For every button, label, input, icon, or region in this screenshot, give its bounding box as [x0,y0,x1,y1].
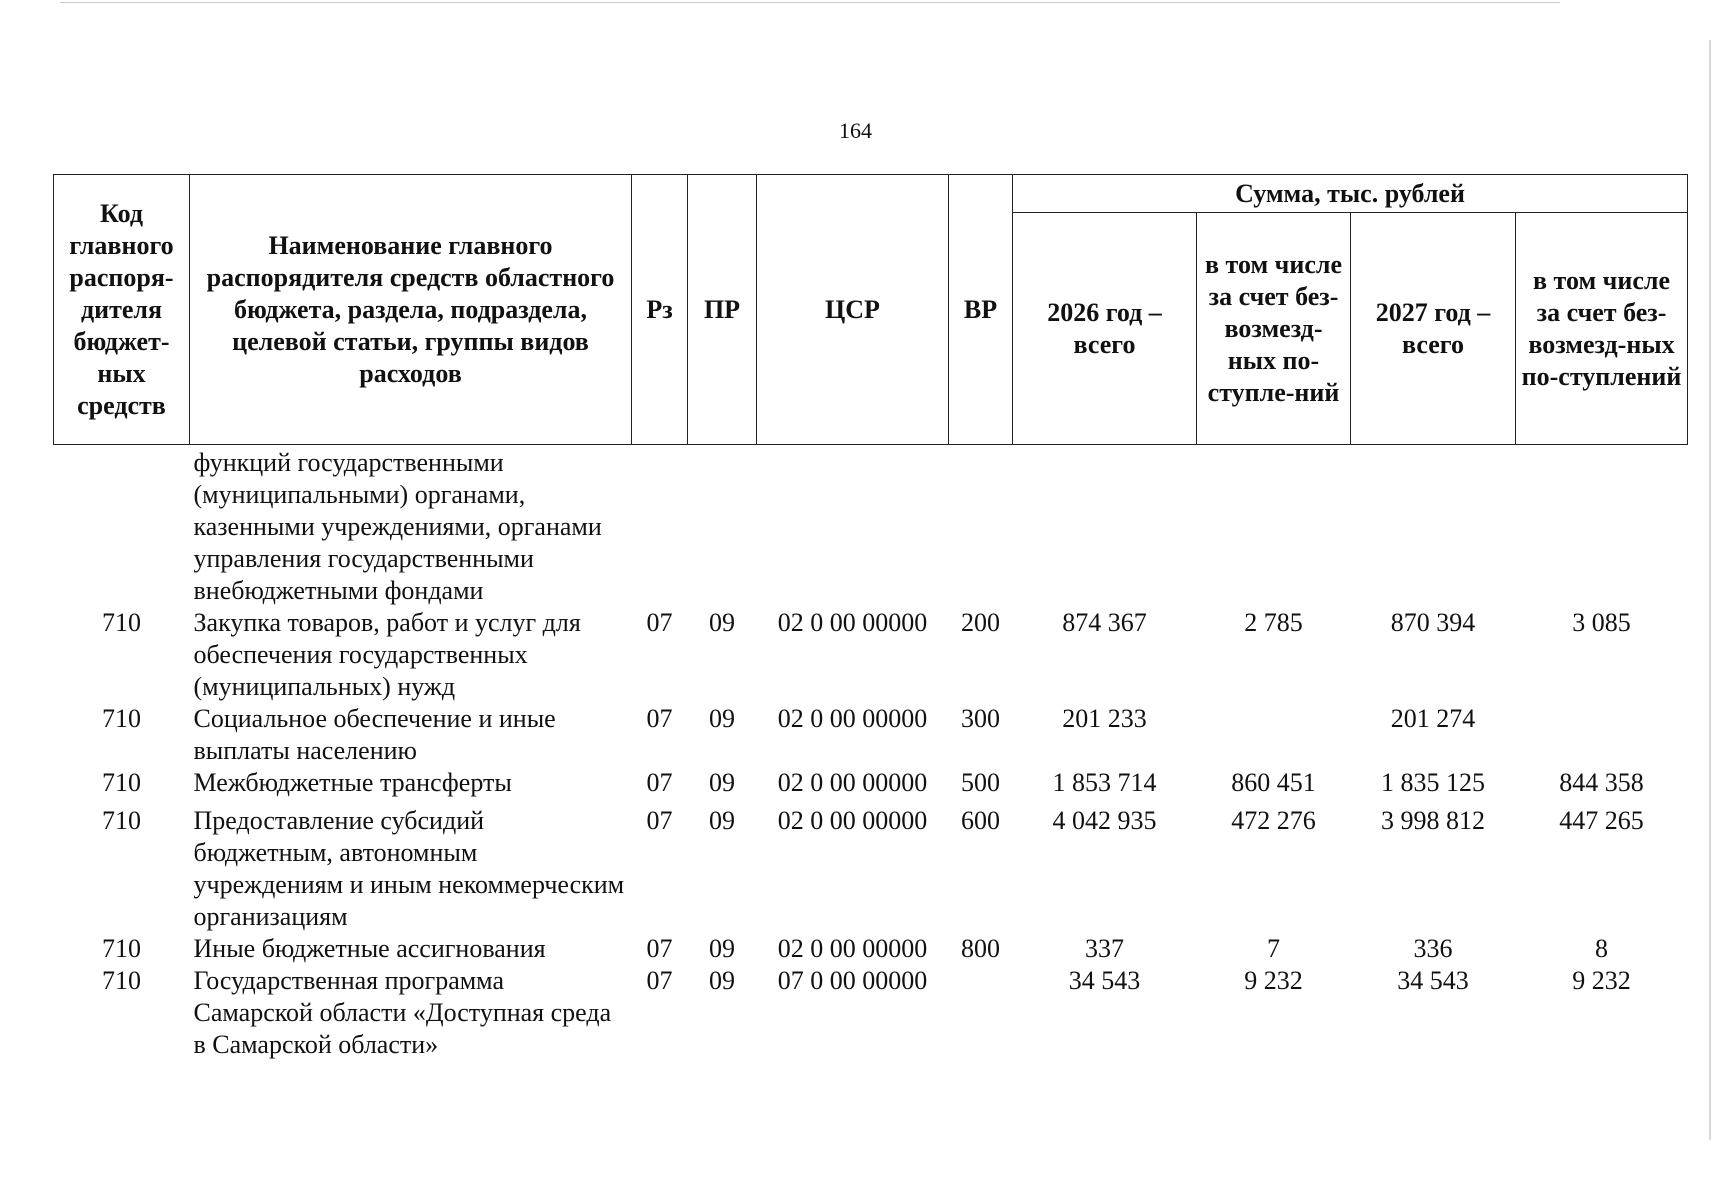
cell-pr: 09 [709,704,735,733]
cell-2026-total: 201 233 [1062,704,1147,733]
header-code: Код главного распоря-дителя бюджет-ных средств [54,175,190,445]
cell-name: Межбюджетные трансферты [193,768,512,797]
cell-csr: 02 0 00 00000 [777,608,928,637]
cell-pr: 09 [709,768,735,797]
cell-2026-free: 7 [1267,934,1280,963]
cell-2026-total: 34 543 [1068,966,1141,995]
cell-rz: 07 [646,704,673,733]
cell-pr: 09 [709,934,735,963]
table-body [54,445,1688,1062]
cell-csr: 02 0 00 00000 [777,806,928,835]
cell-name: Предоставление субсидий бюджетным, автономным учреждениям и иным некоммерческим организациям [193,806,625,931]
budget-table [53,174,1688,1061]
header-2026-total: 2026 год – всего [1013,213,1197,445]
cell-code: 710 [102,966,141,995]
continuation-text: функций государственными (муниципальными) органами, казенными учреждениями, органами управления государственными внебюджетными фондами [193,448,602,605]
cell-vr [949,965,1013,1061]
header-vr: ВР [949,175,1013,445]
cell-2027-total: 1 835 125 [1381,768,1485,797]
cell-2027-total: 3 998 812 [1381,806,1485,835]
cell-csr: 02 0 00 00000 [777,704,928,733]
cell-code: 710 [102,704,141,733]
cell-2027-free: 9 232 [1572,966,1631,995]
cell-name: Государственная программа Самарской области «Доступная среда в Самарской области» [193,966,612,1059]
cell-2026-total: 4 042 935 [1052,806,1157,835]
cell-2027-total: 34 543 [1397,966,1469,995]
table-row [54,965,1688,1061]
table-row [54,767,1688,799]
cell-code: 710 [102,768,141,797]
cell-2027-free: 844 358 [1559,768,1644,797]
cell-2026-total: 337 [1085,934,1124,963]
cell-rz: 07 [646,966,673,995]
cell-2027-total: 201 274 [1390,704,1476,733]
cell-pr: 09 [709,608,735,637]
header-rz: Рз [632,175,688,445]
cell-code: 710 [102,608,141,637]
cell-name: Закупка товаров, работ и услуг для обеспечения государственных (муниципальных) нужд [193,608,581,701]
cell-2026-free: 472 276 [1231,806,1316,835]
header-name: Наименование главного распорядителя средств областного бюджета, раздела, подраздела, целевой статьи, группы видов расходов [190,175,632,445]
header-pr: ПР [688,175,757,445]
header-sum-group: Сумма, тыс. рублей [1013,175,1688,213]
cell-pr: 09 [709,806,735,835]
table-header [54,175,1688,445]
cell-vr: 600 [961,806,1000,835]
table-row [54,703,1688,767]
cell-2027-total: 870 394 [1390,608,1476,637]
cell-code: 710 [102,934,141,963]
cell-csr: 02 0 00 00000 [777,934,928,963]
cell-rz: 07 [646,608,673,637]
cell-2026-free: 860 451 [1231,768,1316,797]
cell-rz: 07 [646,934,673,963]
header-2026-free: в том числе за счет без-возмезд-ных по-ступле-ний [1197,213,1351,445]
header-2027-free: в том числе за счет без-возмезд-ных по-ступлений [1516,213,1688,445]
cell-2027-free [1516,703,1688,767]
cell-vr: 200 [961,608,1000,637]
cell-2027-free: 3 085 [1572,608,1631,637]
header-2027-total: 2027 год – всего [1351,213,1516,445]
cell-csr: 02 0 00 00000 [777,768,928,797]
table-row [54,607,1688,703]
cell-vr: 800 [961,934,1000,963]
table-row [54,933,1688,965]
cell-2026-total: 1 853 714 [1052,768,1157,797]
cell-2027-free: 447 265 [1559,806,1644,835]
cell-2026-total: 874 367 [1062,608,1147,637]
cell-2027-free: 8 [1595,934,1608,963]
cell-vr: 500 [961,768,1000,797]
cell-pr: 09 [709,966,735,995]
cell-rz: 07 [646,806,673,835]
cell-code: 710 [102,806,141,835]
scan-artifact-top [60,2,1560,3]
cell-vr: 300 [961,704,1000,733]
cell-name: Социальное обеспечение и иные выплаты населению [193,704,556,765]
cell-rz: 07 [646,768,673,797]
header-csr: ЦСР [757,175,949,445]
table-row [54,799,1688,933]
cell-2026-free: 2 785 [1244,608,1303,637]
cell-name: Иные бюджетные ассигнования [193,934,546,963]
page-number: 164 [839,118,872,143]
cell-2027-total: 336 [1413,934,1453,963]
cell-2026-free: 9 232 [1244,966,1303,995]
cell-csr: 07 0 00 00000 [777,966,928,995]
cell-2026-free [1197,703,1351,767]
table-row-continuation [54,445,1688,608]
